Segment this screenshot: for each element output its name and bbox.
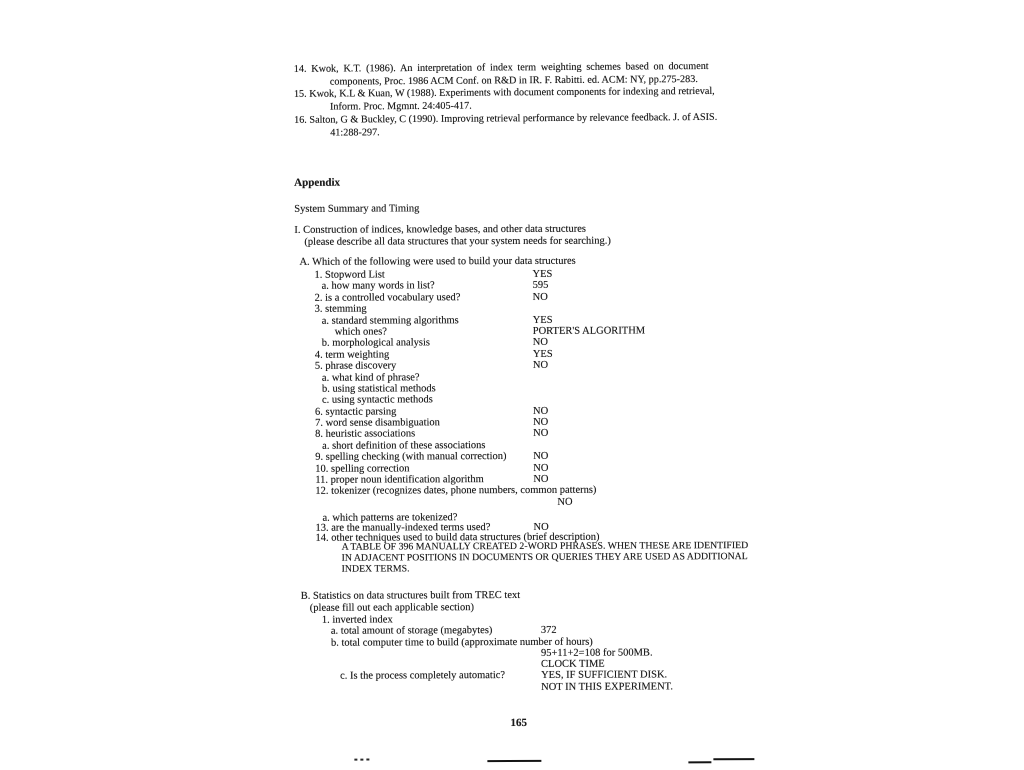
question-text: 13. are the manually-indexed terms used? — [315, 521, 491, 534]
question-text: c. Is the process completely automatic? — [340, 670, 506, 683]
scan-artifact-dots — [354, 759, 357, 761]
question-text: 4. term weighting — [314, 349, 390, 361]
answer-text: NO — [533, 521, 549, 533]
section-b-rows — [296, 613, 766, 694]
question-text: 1. Stopword List — [314, 269, 385, 281]
page-number: 165 — [510, 716, 528, 730]
appendix-subtitle: System Summary and Timing — [294, 203, 420, 215]
question-text: a. standard stemming algorithms — [321, 314, 459, 327]
answer-text: NO — [533, 416, 549, 428]
question-text: 9. spelling checking (with manual correction) — [315, 451, 507, 463]
answer-text: 372 — [540, 625, 557, 637]
question-text: a. what kind of phrase? — [321, 371, 420, 384]
section-1-heading: I. Construction of indices, knowledge bases, and other data structures — [294, 223, 586, 236]
scan-artifact-line — [487, 760, 541, 762]
answer-text: NO — [533, 462, 549, 474]
other-techniques-description — [342, 541, 752, 575]
description-line: INDEX TERMS. — [341, 563, 410, 575]
question-text: a. total amount of storage (megabytes) — [330, 625, 493, 637]
reference-14-line1: 14. Kwok, K.T. (1986). An interpretation of index term weighting schemes based on document — [293, 60, 709, 75]
question-text: 1. inverted index — [321, 614, 393, 626]
scan-artifact-line — [688, 761, 711, 763]
answer-text: YES — [532, 348, 553, 360]
question-text: 2. is a controlled vocabulary used? — [314, 291, 461, 304]
answer-text: NO — [532, 337, 548, 349]
reference-15-line2: Inform. Proc. Mgmnt. 24:405-417. — [329, 100, 472, 113]
question-text: 7. word sense disambiguation — [315, 417, 440, 429]
answer-text: CLOCK TIME — [540, 658, 605, 671]
question-text: b. total computer time to build (approximate number of hours) — [330, 636, 593, 649]
qa-row — [295, 496, 765, 509]
answer-text: YES — [532, 268, 553, 280]
reference-14-line2: components, Proc. 1986 ACM Conf. on R&D in IR. F. Rabitti. ed. ACM: NY, pp.275-283. — [329, 73, 698, 88]
answer-text: NO — [533, 405, 549, 417]
answer-text: NO — [557, 496, 573, 508]
reference-list — [294, 61, 765, 140]
section-1 — [294, 224, 611, 250]
appendix-title: Appendix — [294, 176, 341, 189]
section-a-rows — [294, 268, 765, 509]
answer-text: NOT IN THIS EXPERIMENT. — [541, 681, 673, 693]
answer-text: NO — [533, 428, 549, 440]
section-b-heading: B. Statistics on data structures built from TREC text — [300, 589, 521, 602]
answer-text: NO — [532, 291, 548, 303]
question-text: b. using statistical methods — [321, 383, 436, 395]
answer-text: NO — [533, 473, 549, 485]
answer-text: 95+11+2=108 for 500MB. — [540, 647, 653, 659]
question-text: which ones? — [334, 326, 387, 338]
question-text: 8. heuristic associations — [315, 428, 416, 441]
section-b-note: (please fill out each applicable section) — [309, 602, 474, 614]
question-text: 5. phrase discovery — [314, 360, 397, 372]
reference-16-line1: 16. Salton, G & Buckley, C (1990). Improving retrieval performance by relevance feedback. J. of ASIS. — [294, 111, 718, 126]
section-a-rows-continued — [295, 512, 765, 543]
question-text: 10. spelling correction — [315, 463, 410, 475]
question-text: a. how many words in list? — [321, 280, 435, 293]
question-text: 6. syntactic parsing — [315, 406, 397, 418]
question-text: 14. other techniques used to build data structures (brief description) — [315, 531, 600, 544]
answer-text: NO — [533, 451, 549, 463]
answer-text: YES — [532, 314, 553, 326]
question-text: c. using syntactic methods — [321, 394, 433, 407]
answer-text: NO — [532, 359, 549, 372]
answer-text: 595 — [532, 280, 549, 292]
description-line: IN ADJACENT POSITIONS IN DOCUMENTS OR QUERIES THEY ARE USED AS ADDITIONAL — [341, 550, 748, 564]
answer-text: YES, IF SUFFICIENT DISK. — [541, 669, 668, 682]
question-text: a. short definition of these associations — [322, 439, 486, 452]
question-text: 3. stemming — [314, 303, 367, 315]
reference-15-line1: 15. Kwok, K.L & Kuan, W (1988). Experiments with document components for indexing and retrieval, — [293, 86, 715, 101]
section-a-heading: A. Which of the following were used to build your data structures — [299, 255, 576, 268]
answer-text: PORTER'S ALGORITHM — [532, 325, 646, 337]
section-1-note: (please describe all data structures that your system needs for searching.) — [304, 235, 611, 248]
question-text: 12. tokenizer (recognizes dates, phone numbers, common patterns) — [315, 485, 597, 498]
reference-16-line2: 41:288-297. — [330, 126, 380, 139]
qa-row — [296, 681, 766, 694]
question-text: b. morphological analysis — [321, 337, 431, 350]
question-text: 11. proper noun identification algorithm — [315, 474, 484, 486]
description-line: A TABLE OF 396 MANUALLY CREATED 2-WORD PHRASES. WHEN THESE ARE IDENTIFIED — [341, 540, 749, 553]
scan-artifact-line — [713, 758, 754, 760]
question-text: a. which patterns are tokenized? — [322, 512, 458, 524]
